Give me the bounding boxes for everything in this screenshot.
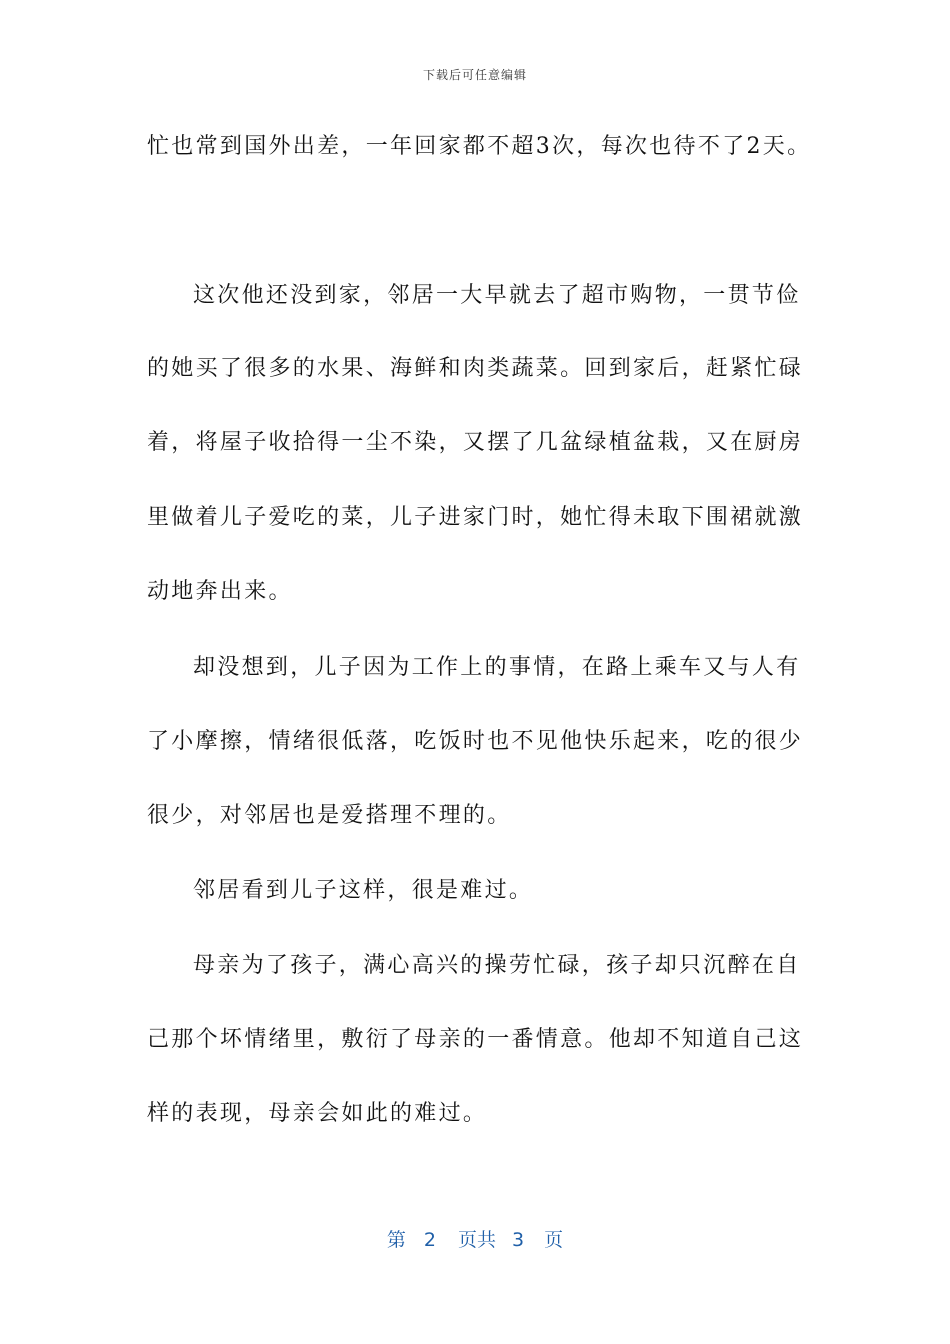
text-line: 了小摩擦，情绪很低落，吃饭时也不见他快乐起来，吃的很少 bbox=[147, 729, 804, 754]
text-line: 的她买了很多的水果、海鲜和肉类蔬菜。回到家后，赶紧忙碌 bbox=[147, 356, 804, 381]
footer-middle: 页共 bbox=[457, 1229, 496, 1251]
text-line: 这次他还没到家，邻居一大早就去了超市购物，一贯节俭 bbox=[193, 283, 801, 308]
text-line: 却没想到，儿子因为工作上的事情，在路上乘车又与人有 bbox=[193, 655, 801, 680]
text-line: 动地奔出来。 bbox=[147, 579, 293, 604]
text-line: 邻居看到儿子这样，很是难过。 bbox=[193, 878, 534, 903]
footer-current-page: 2 bbox=[423, 1229, 436, 1251]
page-header: 下载后可任意编辑 bbox=[422, 68, 527, 82]
text-line: 忙也常到国外出差，一年回家都不超3次，每次也待不了2天。 bbox=[147, 134, 812, 159]
page-footer bbox=[0, 1225, 950, 1252]
text-line: 母亲为了孩子，满心高兴的操劳忙碌，孩子却只沉醉在自 bbox=[193, 953, 801, 978]
footer-prefix: 第 bbox=[386, 1229, 406, 1251]
text-line: 己那个坏情绪里，敷衍了母亲的一番情意。他却不知道自己这 bbox=[147, 1027, 804, 1052]
text-line: 很少，对邻居也是爱搭理不理的。 bbox=[147, 803, 512, 828]
footer-suffix: 页 bbox=[544, 1229, 564, 1251]
footer-total-pages: 3 bbox=[512, 1229, 525, 1251]
text-line: 样的表现，母亲会如此的难过。 bbox=[147, 1101, 488, 1126]
text-line: 里做着儿子爱吃的菜，儿子进家门时，她忙得未取下围裙就激 bbox=[147, 505, 804, 530]
text-line: 着，将屋子收拾得一尘不染，又摆了几盆绿植盆栽，又在厨房 bbox=[147, 430, 804, 455]
